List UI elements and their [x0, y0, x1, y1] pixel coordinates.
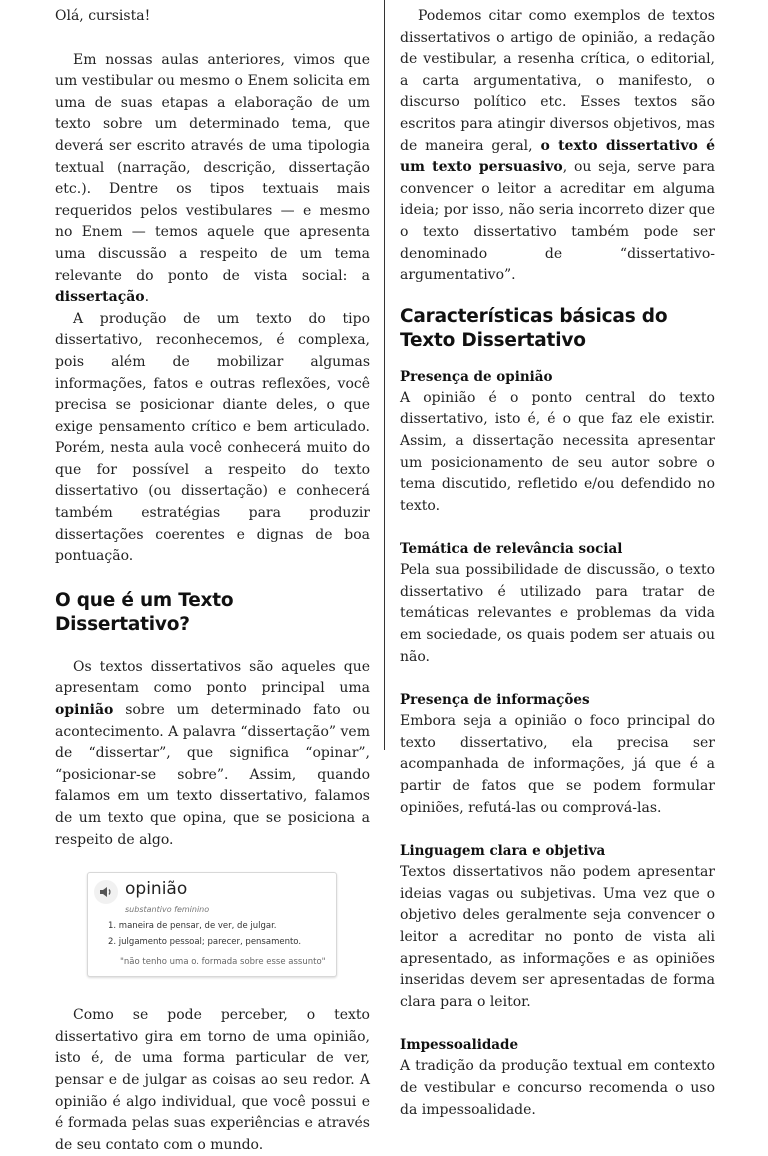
text-presenca-opiniao: A opinião é o ponto central do texto dissertativo, isto é, é o que faz ele existir. Assim, a dissertação necessita apresentar um posicionamento de seu autor sobre o tema discutido, refletido e/ou defendido no texto. [400, 389, 715, 514]
examples-paragraph: Podemos citar como exemplos de textos dissertativos o artigo de opinião, a redação de vestibular, a resenha crítica, o editorial, a carta argumentativa, o manifesto, o discurso político etc. Esses textos são escritos para atingir diversos objetivos, mas de maneira geral, o texto dissertativo é um texto persuasivo, ou seja, serve para convencer o leitor a acreditar em alguma ideia; por isso, não seria incorreto dizer que o texto dissertativo também pode ser denominado de “dissertativo-argumentativo”. [400, 8, 715, 284]
bold-term-dissertacao: dissertação [55, 289, 145, 306]
definition-paragraph: Os textos dissertativos são aqueles que apresentam como ponto principal uma opinião sobre um determinado fato ou acontecimento. A palavra “dissertação” vem de “dissertar”, que significa “opinar”, “posicionar-se sobre”. Assim, quando falamos em um texto dissertativo, falamos de um texto que opina, que se posiciona a respeito de algo. [55, 658, 370, 848]
dictionary-example: "não tenho uma o. formada sobre esse assunto" [120, 957, 326, 968]
subheading-impessoalidade: Impessoalidade [400, 1037, 519, 1054]
greeting: Olá, cursista! [55, 8, 151, 24]
text-presenca-informacoes: Embora seja a opinião o foco principal do texto dissertativo, ela precisa ser acompanhada de informações, já que é a partir de fatos que se podem formular opiniões, refutá-las ou comprová-las. [400, 713, 715, 816]
left-column [55, 0, 370, 1156]
section-heading-what-is: O que é um Texto Dissertativo? [55, 589, 234, 635]
intro-paragraph-2: A produção de um texto do tipo dissertativo, reconhecemos, é complexa, pois além de mobilizar algumas informações, fatos e outras reflexões, você precisa se posicionar diante deles, o que exige pensamento crítico e bem articulado. Porém, nesta aula você conhecerá muito do que for possível a respeito do texto dissertativo (ou dissertação) e conhecerá também estratégias para produzir dissertações coerentes e dignas de boa pontuação. [55, 310, 370, 565]
text-impessoalidade: A tradição da produção textual em contexto de vestibular e concurso recomenda o uso da impessoalidade. [400, 1058, 715, 1118]
intro-paragraph-1: Em nossas aulas anteriores, vimos que um vestibular ou mesmo o Enem solicita em uma de suas etapas a elaboração de um texto sobre um determinado tema, que deverá ser escrito através de uma tipologia textual (narração, descrição, dissertação etc.). Dentre os tipos textuais mais requeridos pelos vestibulares — e mesmo no Enem — temos aquele que apresenta uma discussão a respeito de um tema relevante do ponto de vista social: a dissertação. [55, 51, 370, 306]
section-heading-characteristics: Características básicas do Texto Dissertativo [400, 305, 668, 351]
column-divider [384, 0, 385, 750]
dictionary-word: opinião [125, 879, 188, 900]
subheading-tematica: Temática de relevância social [400, 541, 623, 558]
bold-term-opiniao: opinião [55, 702, 114, 719]
after-dictionary-paragraph: Como se pode perceber, o texto dissertativo gira em torno de uma opinião, isto é, de uma forma particular de ver, pensar e de julgar as coisas ao seu redor. A opinião é algo individual, que você possui e é formada pelas suas experiências e através de seu contato com o mundo. [55, 1007, 370, 1153]
speaker-icon[interactable] [94, 880, 118, 904]
dictionary-definition-2: 2. julgamento pessoal; parecer, pensamento. [108, 937, 302, 948]
subheading-presenca-opiniao: Presença de opinião [400, 368, 553, 385]
right-column [400, 0, 715, 1121]
dictionary-card [87, 872, 337, 977]
text-linguagem: Textos dissertativos não podem apresentar ideias vagas ou subjetivas. Uma vez que o objetivo deles geralmente seja convencer o leitor a acreditar no ponto de vista ali apresentado, as informações e as opiniões inseridas devem ser apresentadas de forma clara para o leitor. [400, 864, 715, 1010]
bold-persuasive-statement: o texto dissertativo é um texto persuasivo [400, 137, 715, 176]
subheading-presenca-informacoes: Presença de informações [400, 692, 590, 709]
text-tematica: Pela sua possibilidade de discussão, o texto dissertativo é utilizado para tratar de temáticas relevantes e problemas da vida em sociedade, os quais podem ser atuais ou não. [400, 562, 715, 665]
dictionary-part-of-speech: substantivo feminino [125, 905, 210, 915]
dictionary-definition-1: 1. maneira de pensar, de ver, de julgar. [108, 921, 277, 932]
subheading-linguagem: Linguagem clara e objetiva [400, 843, 606, 860]
